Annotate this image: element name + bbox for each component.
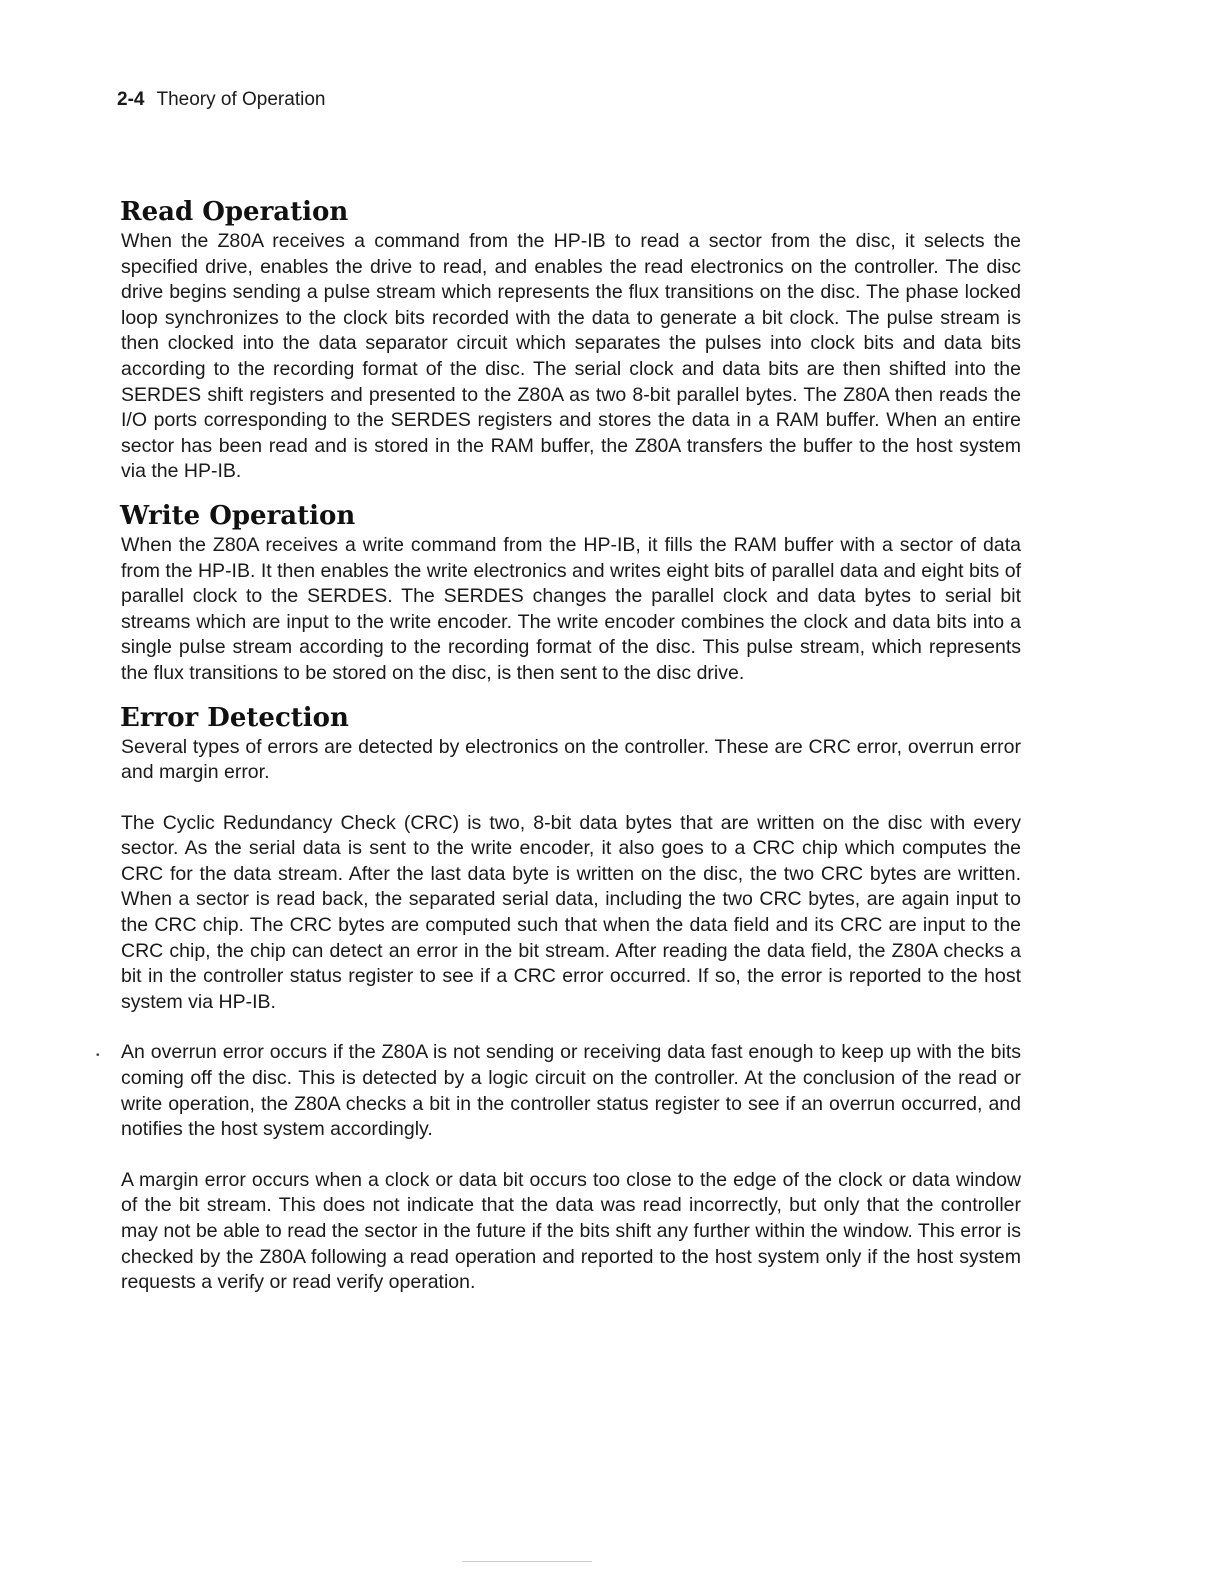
paragraph: Several types of errors are detected by electronics on the controller. These are CRC error, overrun error and margin error. [121,735,1021,784]
page-number: 2-4 [117,89,145,110]
section-heading: Error Detection [120,702,349,733]
running-title: Theory of Operation [156,89,326,110]
page-body [121,196,1021,1296]
section-write-operation [121,500,1021,687]
paragraph: When the Z80A receives a command from the HP-IB to read a sector from the disc, it selects the specified drive, enables the drive to read, and enables the read electronics on the controller. The disc drive begins sending a pulse stream which represents the flux transitions on the disc. The phase locked loop synchronizes to the clock bits recorded with the data to generate a bit clock. The pulse stream is then clocked into the data separator circuit which separates the pulses into clock bits and data bits according to the recording format of the disc. The serial clock and data bits are then shifted into the SERDES shift registers and presented to the Z80A as two 8-bit parallel bytes. The Z80A then reads the I/O ports corresponding to the SERDES registers and stores the data in a RAM buffer. When an entire sector has been read and is stored in the RAM buffer, the Z80A transfers the buffer to the host system via the HP-IB. [121,230,1021,483]
section-error-detection [121,702,1021,1296]
running-header [117,88,325,112]
paragraph: The Cyclic Redundancy Check (CRC) is two, 8-bit data bytes that are written on the disc with every sector. As the serial data is sent to the write encoder, it also goes to a CRC chip which computes the CRC for the data stream. After the last data byte is written on the disc, the two CRC bytes are written. When a sector is read back, the separated serial data, including the two CRC bytes, are again input to the CRC chip. The CRC bytes are computed such that when the data field and its CRC are input to the CRC chip, the chip can detect an error in the bit stream. After reading the data field, the Z80A checks a bit in the controller status register to see if a CRC error occurred. If so, the error is reported to the host system via HP-IB. [121,811,1021,1013]
paragraph: A margin error occurs when a clock or data bit occurs too close to the edge of the clock or data window of the bit stream. This does not indicate that the data was read incorrectly, but only that the controller may not be able to read the sector in the future if the bits shift any further within the window. This error is checked by the Z80A following a read operation and reported to the host system only if the host system requests a verify or read verify operation. [121,1168,1021,1294]
margin-speck: • [96,1050,100,1061]
paragraph: An overrun error occurs if the Z80A is not sending or receiving data fast enough to keep up with the bits coming off the disc. This is detected by a logic circuit on the controller. At the conclusion of the read or write operation, the Z80A checks a bit in the controller status register to see if an overrun occurred, and notifies the host system accordingly. [121,1041,1021,1141]
section-heading: Write Operation [120,500,356,531]
section-heading: Read Operation [120,197,349,227]
paragraph: When the Z80A receives a write command from the HP-IB, it fills the RAM buffer with a sector of data from the HP-IB. It then enables the write electronics and writes eight bits of parallel data and eight bits of parallel clock to the SERDES. The SERDES changes the parallel clock and data bytes to serial bit streams which are input to the write encoder. The write encoder combines the clock and data bits into a single pulse stream according to the recording format of the disc. This pulse stream, which represents the flux transitions to be stored on the disc, is then sent to the disc drive. [121,533,1021,684]
scan-artifact-line [462,1561,592,1562]
section-read-operation [121,196,1021,485]
